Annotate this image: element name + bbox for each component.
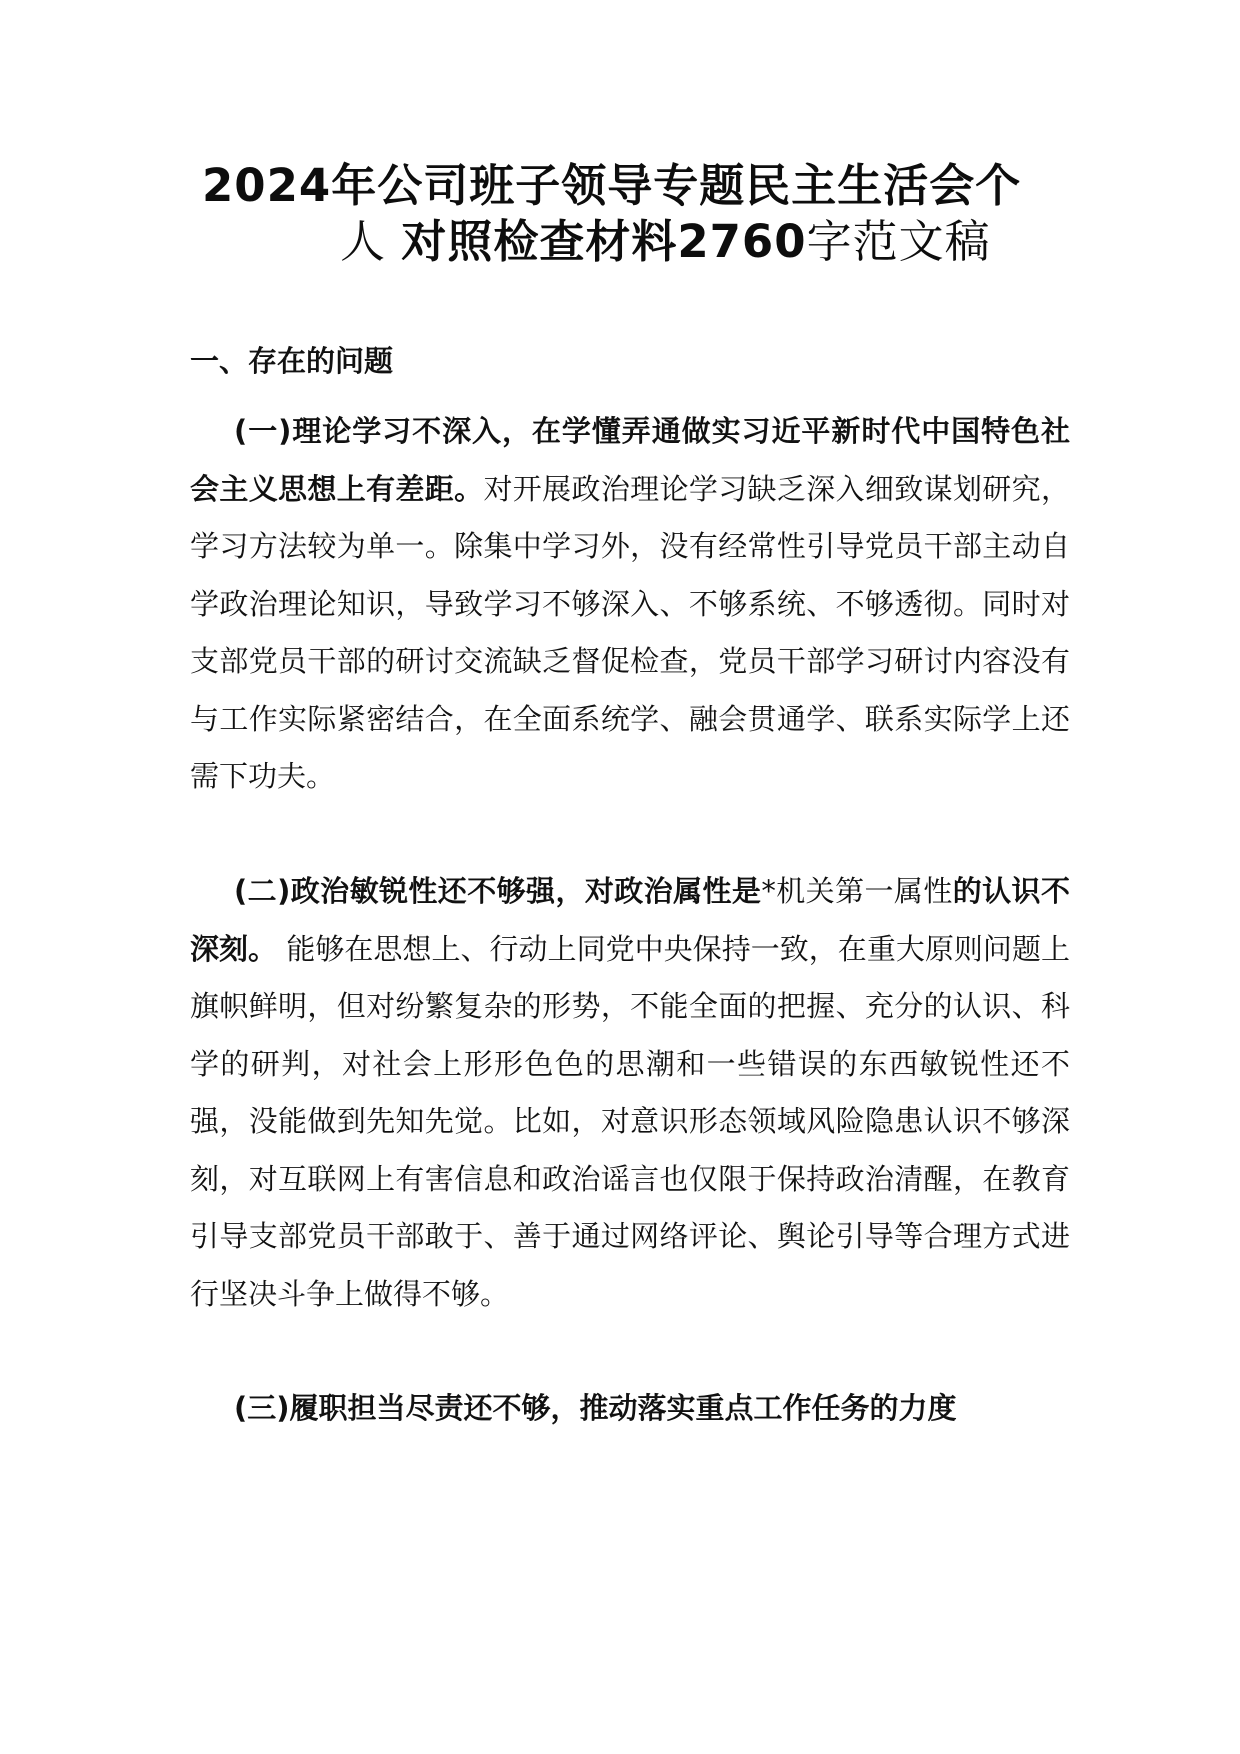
title-line-2 bbox=[150, 214, 1090, 270]
paragraph-2-lead-2: 的认识不深刻。 bbox=[190, 874, 1070, 966]
paragraph-1-body: 对开展政治理论学习缺乏深入细致谋划研究，学习方法较为单一。除集中学习外，没有经常性引导党员干部主动自学政治理论知识，导致学习不够深入、不够系统、不够透彻。同时对支部党员干部的研讨交流缺乏督促检查，党员干部学习研讨内容没有与工作实际紧密结合，在全面系统学、融会贯通学、联系实际学上还需下功夫。 bbox=[190, 471, 1070, 793]
title-line-2-part-c: 字范文稿 bbox=[806, 215, 991, 268]
title-line-1: 2024年公司班子领导专题民主生活会个 bbox=[202, 159, 1022, 212]
document-title bbox=[150, 158, 1090, 270]
title-line-2-part-a: 人 bbox=[340, 215, 402, 268]
paragraph-1 bbox=[190, 403, 1070, 806]
paragraph-2-mid: *机关第一属性 bbox=[761, 874, 953, 908]
paragraph-1-lead: (一)理论学习不深入，在学懂弄通做实习近平新时代中国特色社会主义思想上有差距。 bbox=[190, 414, 1070, 506]
paragraph-2-lead: (二)政治敏锐性还不够强，对政治属性是 bbox=[234, 874, 762, 908]
paragraph-2 bbox=[190, 863, 1070, 1323]
section-heading: 一、存在的问题 bbox=[190, 344, 394, 378]
paragraph-2-body: 能够在思想上、行动上同党中央保持一致，在重大原则问题上旗帜鲜明，但对纷繁复杂的形势，不能全面的把握、充分的认识、科学的研判，对社会上形形色色的思潮和一些错误的东西敏锐性还不强，没能做到先知先觉。比如，对意识形态领域风险隐患认识不够深刻，对互联网上有害信息和政治谣言也仅限于保持政治清醒，在教育引导支部党员干部敢于、善于通过网络评论、舆论引导等合理方式进行坚决斗争上做得不够。 bbox=[190, 931, 1070, 1311]
paragraph-3-lead: (三)履职担当尽责还不够，推动落实重点工作任务的力度 bbox=[234, 1391, 957, 1425]
title-line-2-part-b: 对照检查材料2760 bbox=[401, 215, 807, 268]
paragraph-3 bbox=[190, 1380, 1070, 1438]
